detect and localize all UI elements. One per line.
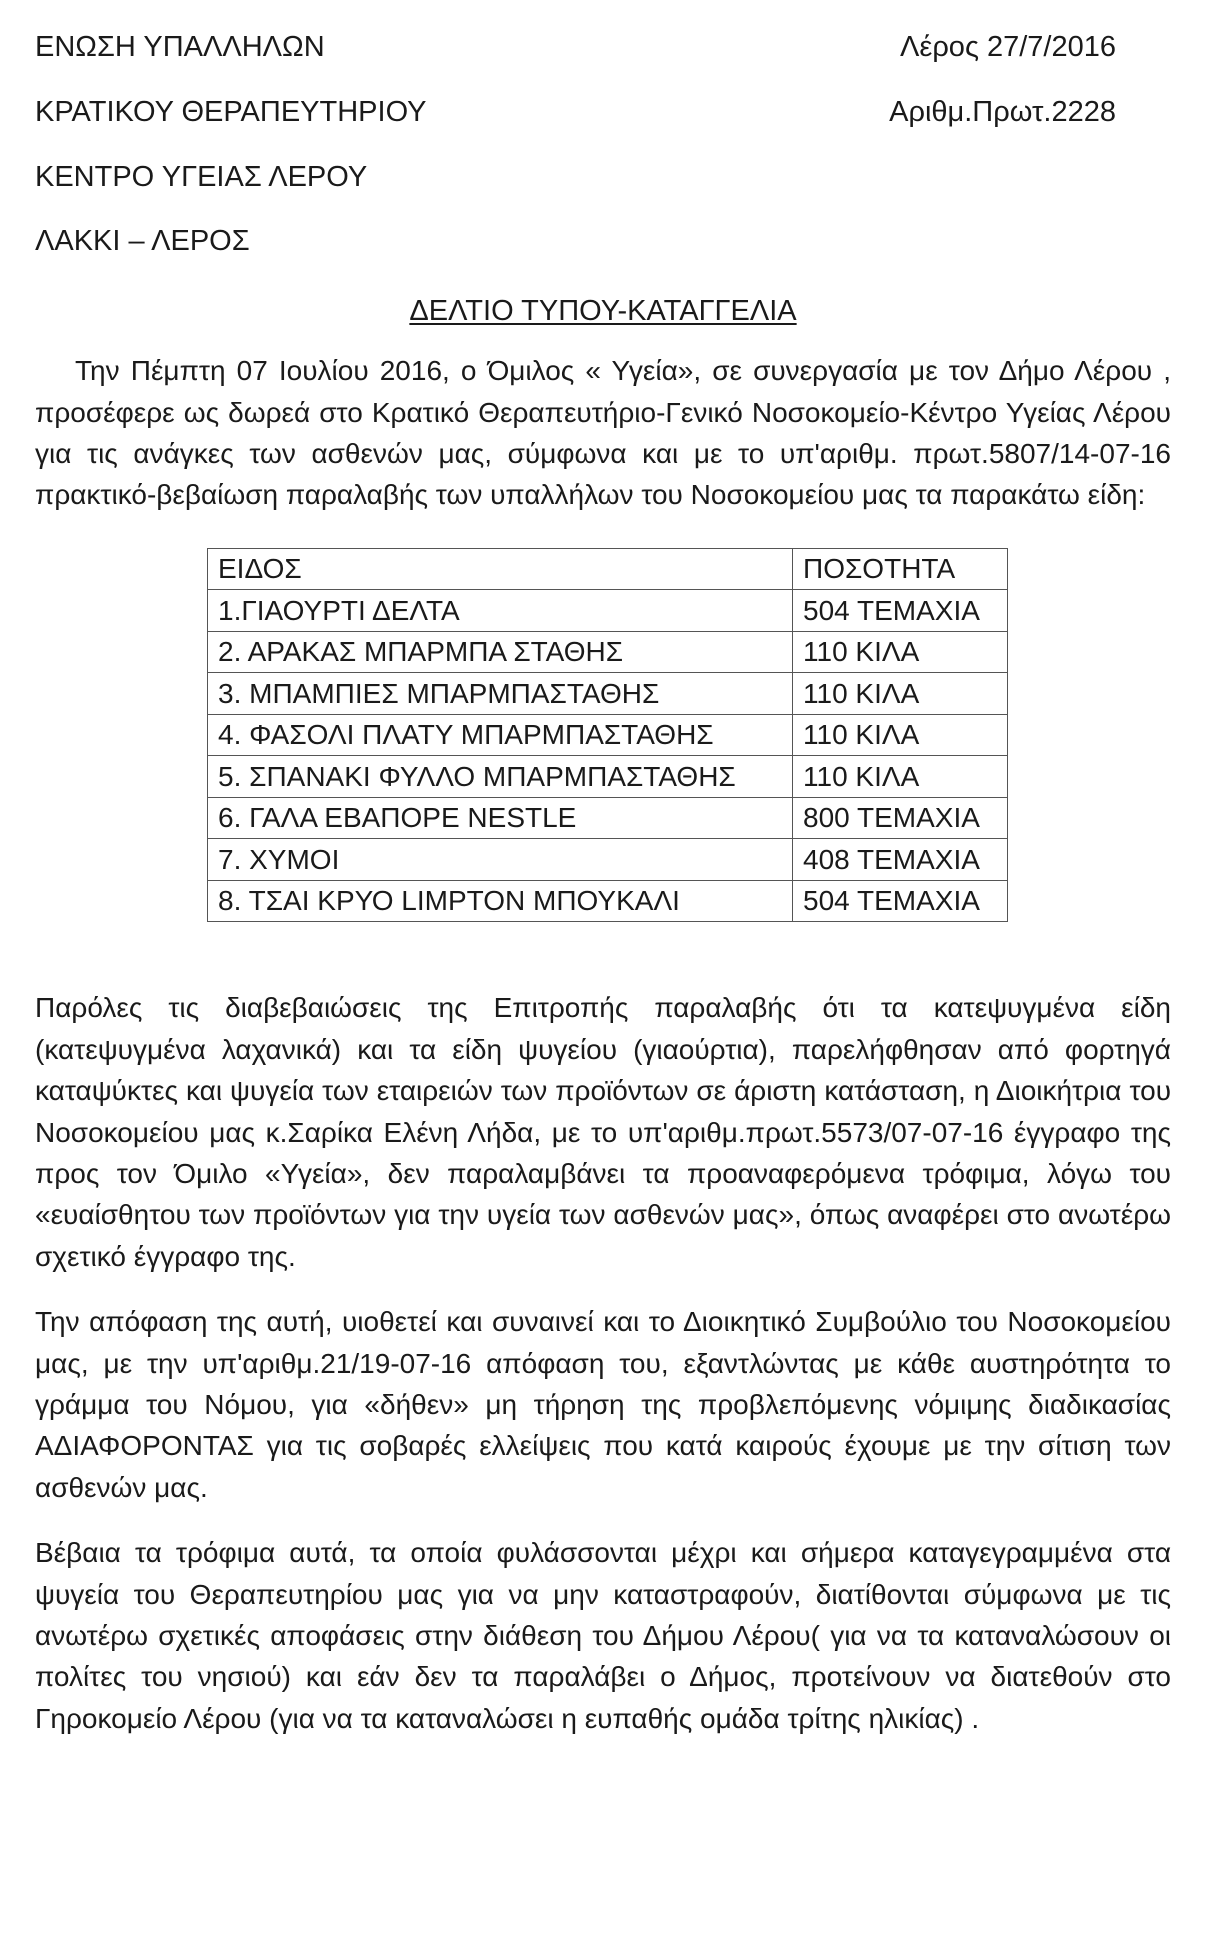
document-title: ΔΕΛΤΙΟ ΤΥΠΟΥ-ΚΑΤΑΓΓΕΛΙΑ — [409, 295, 797, 328]
item-quantity: 504 ΤΕΜΑΧΙΑ — [793, 590, 1008, 632]
item-quantity: 110 ΚΙΛΑ — [793, 631, 1008, 673]
letterhead — [35, 30, 1171, 289]
item-name: 2. ΑΡΑΚΑΣ ΜΠΑΡΜΠΑ ΣΤΑΘΗΣ — [208, 631, 793, 673]
donated-items-table — [207, 548, 1008, 923]
table-row — [208, 590, 1008, 632]
table-row — [208, 673, 1008, 715]
item-quantity: 800 ΤΕΜΑΧΙΑ — [793, 797, 1008, 839]
item-quantity: 408 ΤΕΜΑΧΙΑ — [793, 839, 1008, 881]
document-reference — [889, 30, 1171, 160]
table-row — [208, 880, 1008, 922]
org-line-institution: ΚΡΑΤΙΚΟΥ ΘΕΡΑΠΕΥΤΗΡΙΟΥ — [35, 95, 427, 128]
table-row — [208, 756, 1008, 798]
item-quantity: 110 ΚΙΛΑ — [793, 714, 1008, 756]
column-header-item: ΕΙΔΟΣ — [208, 548, 793, 590]
intro-paragraph: Την Πέμπτη 07 Ιουλίου 2016, ο Όμιλος « Υγεία», σε συνεργασία με τον Δήμο Λέρου , προσέφερε ως δωρεά στο Κρατικό Θεραπευτήριο-Γενικό Νοσοκομείο-Κέντρο Υγείας Λέρου για τις ανάγκες των ασθενών μας, σύμφωνα και με το υπ'αριθμ. πρωτ.5807/14-07-16 πρακτικό-βεβαίωση παραλαβής των υπαλλήλων του Νοσοκομείου μας τα παρακάτω είδη: — [35, 355, 1171, 511]
item-name: 5. ΣΠΑΝΑΚΙ ΦΥΛΛΟ ΜΠΑΡΜΠΑΣΤΑΘΗΣ — [208, 756, 793, 798]
item-name: 3. ΜΠΑΜΠΙΕΣ ΜΠΑΡΜΠΑΣΤΑΘΗΣ — [208, 673, 793, 715]
item-name: 8. ΤΣΑΙ ΚΡΥΟ LIMPTON ΜΠΟΥΚΑΛΙ — [208, 880, 793, 922]
org-line-health-center: ΚΕΝΤΡΟ ΥΓΕΙΑΣ ΛΕΡΟΥ — [35, 160, 368, 193]
place-date: Λέρος 27/7/2016 — [900, 31, 1116, 63]
item-name: 1.ΓΙΑΟΥΡΤΙ ΔΕΛΤΑ — [208, 590, 793, 632]
body-paragraph-receipt-refusal: Παρόλες τις διαβεβαιώσεις της Επιτροπής παραλαβής ότι τα κατεψυγμένα είδη (κατεψυγμένα λαχανικά) και τα είδη ψυγείου (γιαούρτια), παρελήφθησαν από φορτηγά καταψύκτες και ψυγεία των εταιρειών των προϊόντων σε άριστη κατάσταση, η Διοικήτρια του Νοσοκομείου μας κ.Σαρίκα Ελένη Λήδα, με το υπ'αριθμ.πρωτ.5573/07-07-16 έγγραφο της προς τον Όμιλο «Υγεία», δεν παραλαμβάνει τα προαναφερόμενα τρόφιμα, λόγω του «ευαίσθητου των προϊόντων για την υγεία των ασθενών μας», όπως αναφέρει στο ανωτέρω σχετικό έγγραφο της. — [35, 992, 1171, 1272]
column-header-quantity: ΠΟΣΟΤΗΤΑ — [793, 548, 1008, 590]
body-paragraph-food-disposal: Βέβαια τα τρόφιμα αυτά, τα οποία φυλάσσονται μέχρι και σήμερα καταγεγραμμένα στα ψυγεία του Θεραπευτηρίου μας για να μην καταστραφούν, διατίθονται σύμφωνα με τις ανωτέρω σχετικές αποφάσεις στην διάθεση του Δήμου Λέρου( για να τα καταναλώσουν οι πολίτες του νησιού) και εάν δεν τα παραλάβει ο Δήμος, προτείνουν να διατεθούν στο Γηροκομείο Λέρου (για να τα καταναλώσει η ευπαθής ομάδα τρίτης ηλικίας) . — [35, 1537, 1171, 1734]
org-line-location: ΛΑΚΚΙ – ΛΕΡΟΣ — [35, 225, 250, 258]
item-name: 6. ΓΑΛΑ ΕΒΑΠΟΡΕ NESTLE — [208, 797, 793, 839]
item-quantity: 504 ΤΕΜΑΧΙΑ — [793, 880, 1008, 922]
table-header-row — [208, 548, 1008, 590]
sender-organization — [35, 30, 427, 289]
item-name: 4. ΦΑΣΟΛΙ ΠΛΑΤΥ ΜΠΑΡΜΠΑΣΤΑΘΗΣ — [208, 714, 793, 756]
table-row — [208, 714, 1008, 756]
item-name: 7. ΧΥΜΟΙ — [208, 839, 793, 881]
table-row — [208, 839, 1008, 881]
body-paragraph-board-decision: Την απόφαση της αυτή, υιοθετεί και συναινεί και το Διοικητικό Συμβούλιο του Νοσοκομείου μας, με την υπ'αριθμ.21/19-07-16 απόφαση του, εξαντλώντας με κάθε αυστηρότητα το γράμμα του Νόμου, για «δήθεν» μη τήρηση της προβλεπόμενης νόμιμης διαδικασίας ΑΔΙΑΦΟΡΟΝΤΑΣ για τις σοβαρές ελλείψεις που κατά καιρούς έχουμε με την σίτιση των ασθενών μας. — [35, 1306, 1171, 1503]
table-row — [208, 797, 1008, 839]
item-quantity: 110 ΚΙΛΑ — [793, 756, 1008, 798]
table-row — [208, 631, 1008, 673]
item-quantity: 110 ΚΙΛΑ — [793, 673, 1008, 715]
protocol-number: Αριθμ.Πρωτ.2228 — [889, 95, 1116, 128]
org-line-union: ΕΝΩΣΗ ΥΠΑΛΛΗΛΩΝ — [35, 31, 325, 63]
